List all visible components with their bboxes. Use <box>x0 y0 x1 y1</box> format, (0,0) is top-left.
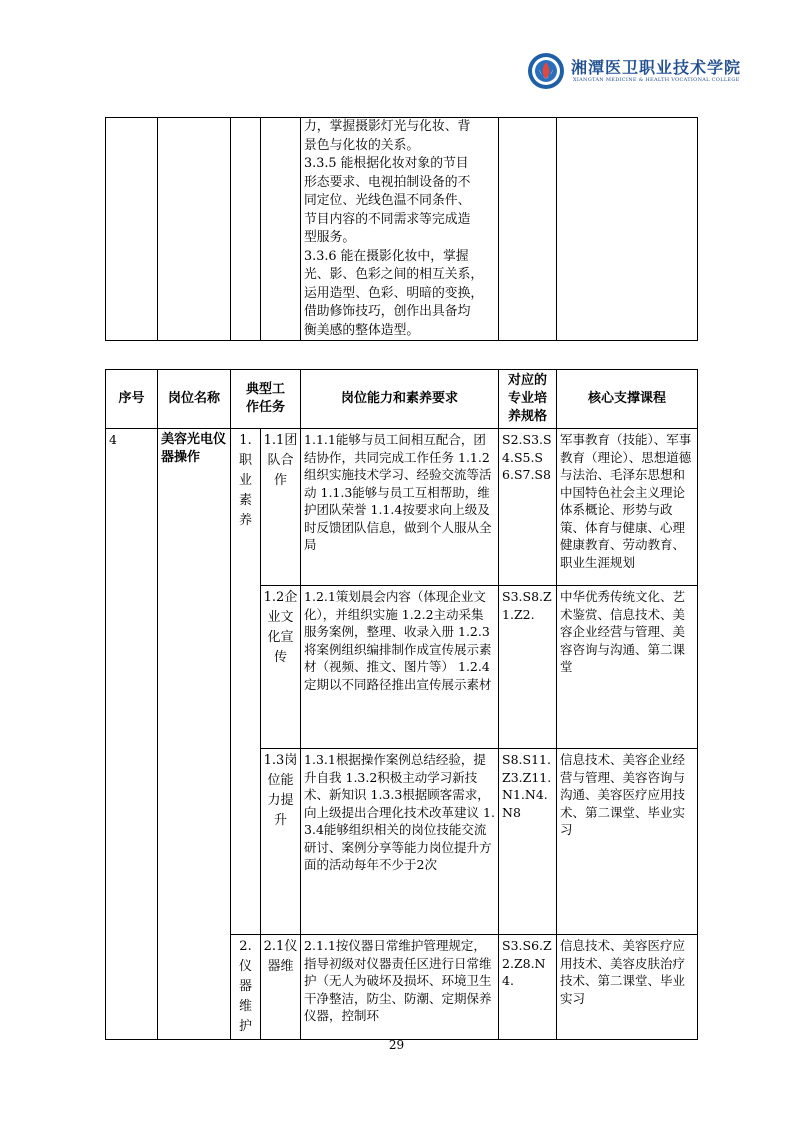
header-seq: 序号 <box>106 370 158 429</box>
ability-cell <box>301 118 499 341</box>
ability-line: 力，掌握摄影灯光与化妆、背 <box>304 119 471 134</box>
ability-line: 形态要求、电视拍制设备的不 <box>304 174 471 190</box>
header-task: 典型工作任务 <box>231 370 301 429</box>
college-logo <box>527 52 742 94</box>
continuation-table <box>105 117 698 341</box>
ability-line: 运用造型、色彩、明暗的变换， <box>304 285 484 301</box>
cell-course: 中华优秀传统文化、艺术鉴赏、信息技术、美容企业经营与管理、美容咨询与沟通、第二课堂 <box>557 586 698 749</box>
college-emblem-icon <box>527 52 565 90</box>
cell-group-label: 1.职业素养 <box>231 429 261 935</box>
header-ability: 岗位能力和素养要求 <box>301 370 499 429</box>
cell-ability: 2.1.1按仪器日常维护管理规定，指导初级对仪器责任区进行日常维护（无人为破坏及损坏、环境卫生干净整洁，防尘、防潮、定期保养仪器，控制环 <box>301 935 499 1040</box>
cell-ability: 1.1.1能够与员工间相互配合，团结协作，共同完成工作任务 1.1.2组织实施技术学习、经验交流等活动 1.1.3能够与员工互相帮助，维护团队荣誉 1.1.4按要求向上级及时反馈团队信息，做到个人服从全局 <box>301 429 499 586</box>
header-course: 核心支撑课程 <box>557 370 698 429</box>
cell-group-label: 2.仪器维护 <box>231 935 261 1040</box>
cell-empty <box>158 118 231 341</box>
cell-position: 美容光电仪器操作 <box>158 429 231 1040</box>
cell-spec: S8.S11.Z3.Z11.N1.N4.N8 <box>499 749 557 935</box>
cell-ability: 1.2.1策划晨会内容（体现企业文化），并组织实施 1.2.2主动采集服务案例，整理、收录入册 1.2.3将案例组织编排制作成宣传展示素材（视频、推文、图片等） 1.2.4定期以不同路径推出宣传展示素材 <box>301 586 499 749</box>
cell-spec: S3.S8.Z1.Z2. <box>499 586 557 749</box>
header-spec: 对应的专业培养规格 <box>499 370 557 429</box>
cell-task: 1.2企业文化宣传 <box>261 586 301 749</box>
page-number: 29 <box>388 1038 405 1052</box>
cell-seq: 4 <box>106 429 158 1040</box>
ability-line: 3.3.6 能在摄影化妆中，掌握 <box>304 248 469 264</box>
college-name-en: XIANGTAN MEDICINE & HEALTH VOCATIONAL COLLEGE <box>573 77 740 83</box>
cell-ability: 1.3.1根据操作案例总结经验，提升自我 1.3.2积极主动学习新技术、新知识 1.3.3根据顾客需求，向上级提出合理化技术改革建议 1.3.4能够组织相关的岗位技能交流研讨、案例分享等能力岗位提升方面的活动每年不少于2次 <box>301 749 499 935</box>
cell-empty <box>231 118 261 341</box>
ability-line: 借助修饰技巧，创作出具备均 <box>304 304 471 319</box>
cell-empty <box>557 118 698 341</box>
college-name: 湘潭医卫职业技术学院 <box>571 58 742 77</box>
cell-task: 1.1团队合作 <box>261 429 301 586</box>
cell-empty <box>261 118 301 341</box>
position-ability-table <box>105 369 698 1040</box>
ability-line: 节目内容的不同需求等完成造 <box>304 211 471 227</box>
table-row <box>106 429 698 586</box>
ability-line: 型服务。 <box>304 230 356 245</box>
ability-line: 衡美感的整体造型。 <box>304 322 420 338</box>
cell-empty <box>106 118 158 341</box>
cell-task: 1.3岗位能力提升 <box>261 749 301 935</box>
ability-line: 同定位、光线色温不同条件、 <box>304 193 471 208</box>
cell-spec: S2.S3.S4.S5.S6.S7.S8 <box>499 429 557 586</box>
cell-task: 2.1仪器维 <box>261 935 301 1040</box>
cell-course: 信息技术、美容企业经营与管理、美容咨询与沟通、美容医疗应用技术、第二课堂、毕业实习 <box>557 749 698 935</box>
cell-empty <box>499 118 557 341</box>
header-row <box>106 370 698 429</box>
ability-line: 光、影、色彩之间的相互关系， <box>304 267 484 282</box>
cell-course: 信息技术、美容医疗应用技术、美容皮肤治疗技术、第二课堂、毕业实习 <box>557 935 698 1040</box>
cell-spec: S3.S6.Z2.Z8.N4. <box>499 935 557 1040</box>
cell-course: 军事教育（技能）、军事教育（理论）、思想道德与法治、毛泽东思想和中国特色社会主义理论体系概论、形势与政策、体育与健康、心理健康教育、劳动教育、职业生涯规划 <box>557 429 698 586</box>
header-position: 岗位名称 <box>158 370 231 429</box>
ability-line: 景色与化妆的关系。 <box>304 137 420 153</box>
ability-line: 3.3.5 能根据化妆对象的节目 <box>304 156 469 171</box>
